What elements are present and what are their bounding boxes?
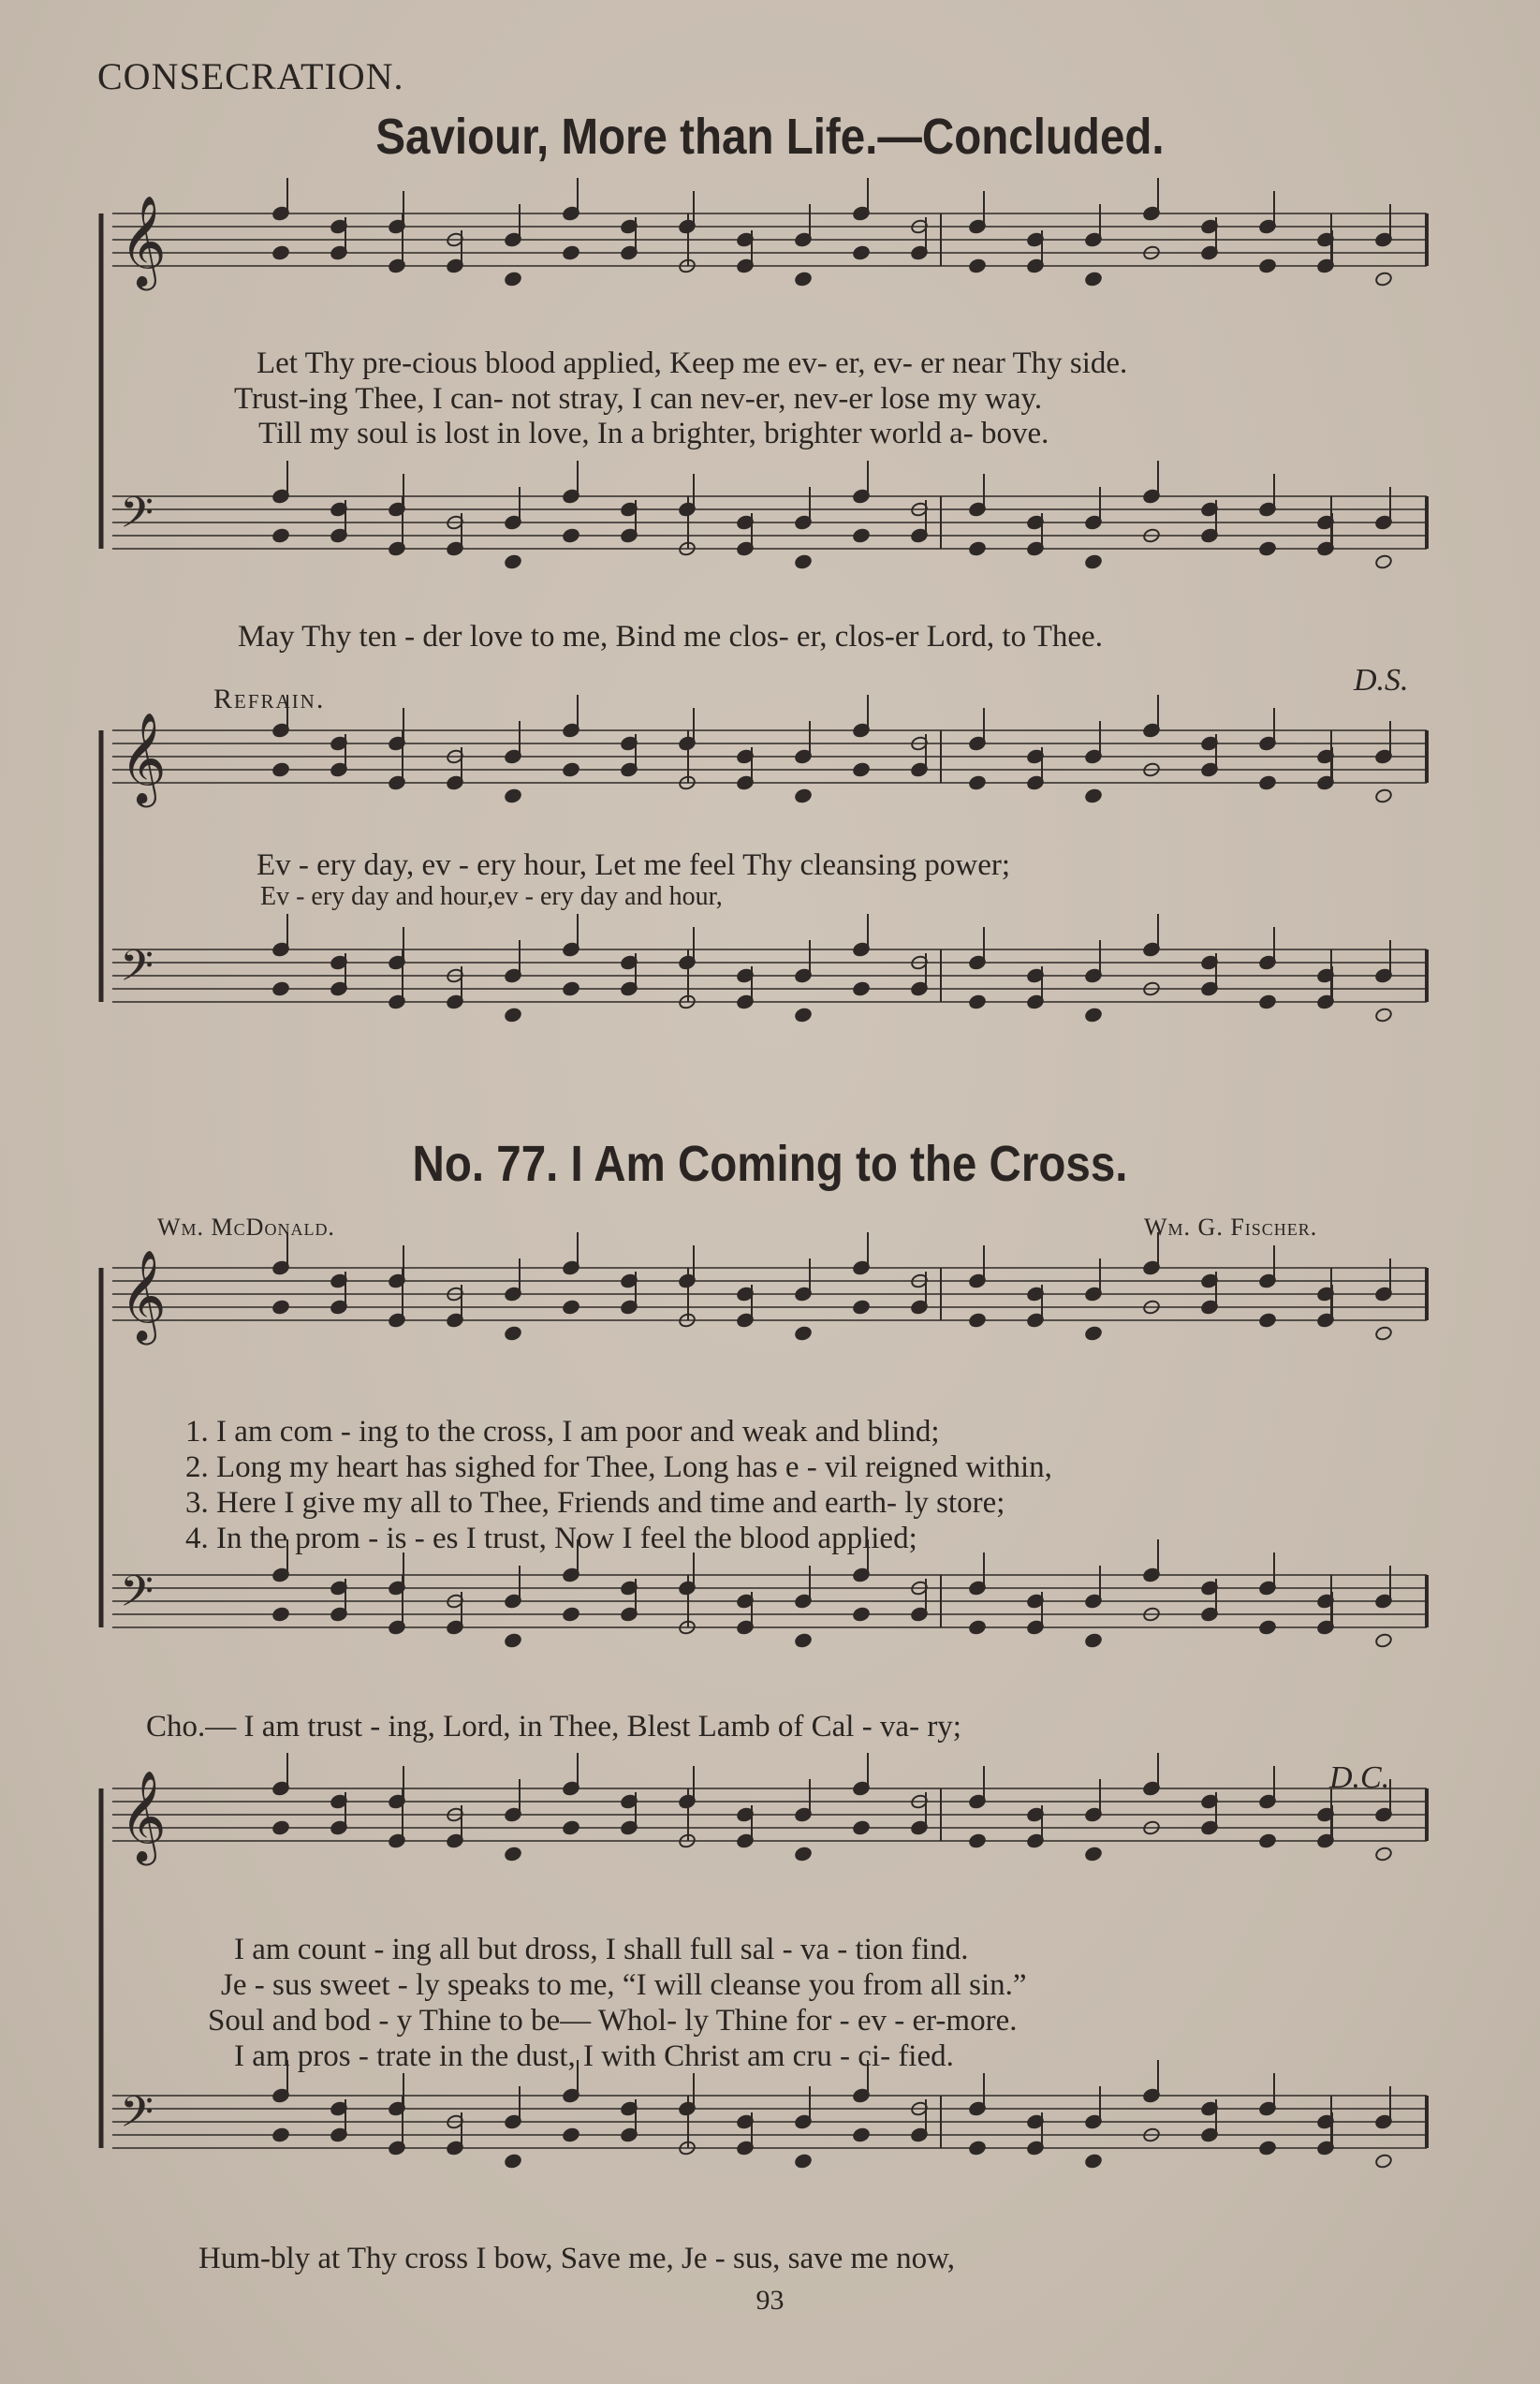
note-head (562, 245, 579, 261)
note-head (852, 1820, 870, 1836)
lyric-verse-2: Trust-ing Thee, I can- not stray, I can nev-er, nev-er lose my way. (234, 382, 1043, 416)
note-head (504, 1847, 521, 1862)
bass-clef-icon: 𝄢 (120, 2087, 154, 2148)
lyric-bass-line: May Thy ten - der love to me, Bind me clos- er, clos-er Lord, to Thee. (238, 620, 1103, 654)
note-head (1258, 775, 1276, 791)
note-head (271, 245, 289, 261)
refrain-lyric-alto: Ev - ery day and hour,ev - ery day and hour, (260, 882, 723, 911)
note-head (1258, 258, 1276, 274)
note-head (1374, 1008, 1392, 1023)
note-head (1258, 1620, 1276, 1636)
note-head (504, 788, 521, 804)
refrain-label: Refrain. (213, 684, 326, 714)
note-head (852, 981, 870, 997)
bass-clef-icon: 𝄢 (120, 1567, 154, 1627)
song-title: Saviour, More than Life.—Concluded. (375, 109, 1165, 165)
note-head (562, 2127, 579, 2143)
lyric-verse-1: Let Thy pre-cious blood applied, Keep me ev- er, ev- er near Thy side. (257, 346, 1128, 380)
note-head (852, 245, 870, 261)
note-head (968, 2141, 986, 2156)
section-label: CONSECRATION. (97, 55, 404, 97)
note-head (968, 1833, 986, 1849)
page-number: 93 (755, 2285, 785, 2316)
note-head (1374, 554, 1392, 570)
note-head (794, 788, 812, 804)
bass-clef-icon: 𝄢 (120, 488, 154, 549)
note-head (271, 1300, 289, 1316)
note-head (504, 1326, 521, 1342)
note-head (794, 1326, 812, 1342)
chorus-line: Cho.— I am trust - ing, Lord, in Thee, Blest Lamb of Cal - va- ry; (146, 1710, 961, 1744)
note-head (1374, 272, 1392, 287)
note-head (1084, 1326, 1102, 1342)
note-head (562, 1820, 579, 1836)
verse-4-line-1: 4. In the prom - is - es I trust, Now I feel the blood applied; (185, 1522, 917, 1555)
note-head (968, 541, 986, 557)
note-head (794, 554, 812, 570)
note-head (794, 1847, 812, 1862)
note-head (852, 2127, 870, 2143)
note-head (271, 981, 289, 997)
note-head (562, 528, 579, 544)
note-head (504, 1008, 521, 1023)
note-head (1084, 272, 1102, 287)
bass-clef-icon: 𝄢 (120, 941, 154, 1002)
treble-clef-icon: 𝄞 (120, 712, 167, 803)
note-head (1084, 1633, 1102, 1649)
note-head (968, 994, 986, 1010)
note-head (794, 272, 812, 287)
note-head (852, 1300, 870, 1316)
dc-mark: D.C. (1329, 1760, 1390, 1795)
treble-clef-icon: 𝄞 (120, 1249, 167, 1341)
lyric-verse-3: Till my soul is lost in love, In a brighter, brighter world a- bove. (258, 417, 1049, 450)
verse-2-line-2: Je - sus sweet - ly speaks to me, “I will cleanse you from all sin.” (221, 1968, 1027, 2002)
note-head (271, 1820, 289, 1836)
ds-mark: D.S. (1354, 663, 1409, 698)
note-head (1084, 554, 1102, 570)
note-head (271, 2127, 289, 2143)
note-head (1084, 1847, 1102, 1862)
note-head (1374, 1326, 1392, 1342)
note-head (1258, 1833, 1276, 1849)
note-head (271, 528, 289, 544)
note-head (968, 1620, 986, 1636)
note-head (794, 1008, 812, 1023)
note-head (1374, 788, 1392, 804)
note-head (504, 2154, 521, 2170)
note-head (1084, 1008, 1102, 1023)
note-head (562, 1607, 579, 1623)
note-head (1258, 1313, 1276, 1329)
verse-3-line-1: 3. Here I give my all to Thee, Friends and time and earth- ly store; (185, 1486, 1005, 1520)
note-head (562, 981, 579, 997)
verse-4-line-2: I am pros - trate in the dust, I with Christ am cru - ci- fied. (234, 2039, 954, 2073)
note-head (504, 272, 521, 287)
note-head (504, 1633, 521, 1649)
lyricist-credit: Wm. McDonald. (157, 1214, 335, 1241)
note-head (271, 762, 289, 778)
note-head (1374, 1847, 1392, 1862)
note-head (794, 1633, 812, 1649)
note-head (968, 258, 986, 274)
note-head (794, 2154, 812, 2170)
note-head (1374, 2154, 1392, 2170)
chorus-line-2: Hum-bly at Thy cross I bow, Save me, Je - sus, save me now, (198, 2242, 956, 2275)
note-head (1258, 2141, 1276, 2156)
verse-3-line-2: Soul and bod - y Thine to be— Whol- ly Thine for - ev - er-more. (208, 2004, 1018, 2038)
note-head (852, 762, 870, 778)
treble-clef-icon: 𝄞 (120, 195, 167, 287)
note-head (852, 1607, 870, 1623)
note-head (504, 554, 521, 570)
treble-clef-icon: 𝄞 (120, 1770, 167, 1862)
composer-credit: Wm. G. Fischer. (1144, 1214, 1318, 1241)
note-head (271, 1607, 289, 1623)
note-head (1084, 788, 1102, 804)
refrain-lyric: Ev - ery day, ev - ery hour, Let me feel Thy cleansing power; (257, 848, 1011, 882)
note-head (1084, 2154, 1102, 2170)
verse-1-line-1: 1. I am com - ing to the cross, I am poor and weak and blind; (185, 1415, 940, 1449)
note-head (968, 775, 986, 791)
note-head (968, 1313, 986, 1329)
verse-1-line-2: I am count - ing all but dross, I shall full sal - va - tion find. (234, 1933, 969, 1966)
song-title: No. 77. I Am Coming to the Cross. (412, 1136, 1128, 1192)
verse-2-line-1: 2. Long my heart has sighed for Thee, Long has e - vil reigned within, (185, 1450, 1052, 1484)
note-head (562, 1300, 579, 1316)
note-head (852, 528, 870, 544)
note-head (1374, 1633, 1392, 1649)
note-head (1258, 994, 1276, 1010)
note-head (1258, 541, 1276, 557)
note-head (562, 762, 579, 778)
